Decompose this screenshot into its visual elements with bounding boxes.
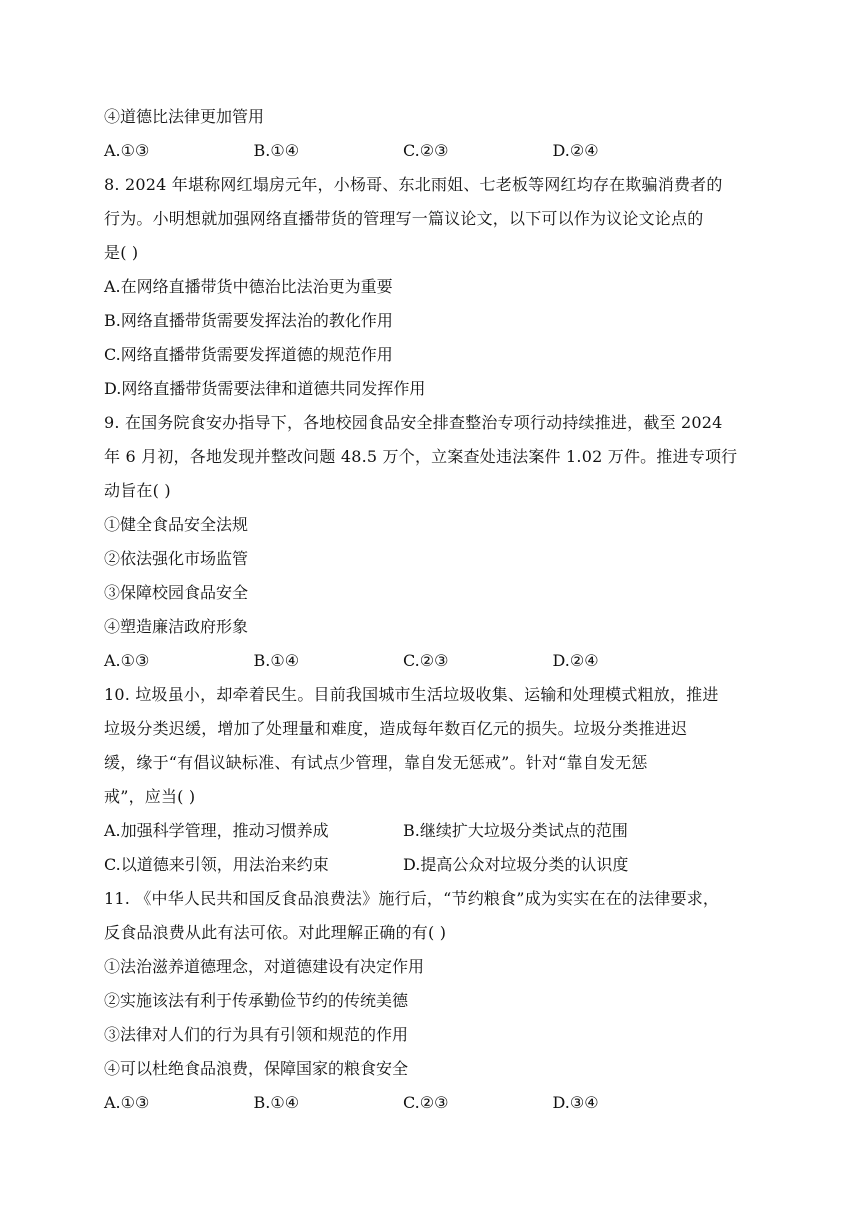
q9-options xyxy=(104,644,764,678)
q10-stem-line-2: 垃圾分类迟缓，增加了处理量和难度，造成每年数百亿元的损失。垃圾分类推进迟 xyxy=(104,719,688,738)
q11-option-c[interactable]: C.②③ xyxy=(403,1093,449,1112)
q11-option-d[interactable]: D.③④ xyxy=(552,1093,599,1112)
q8-option-c[interactable]: C.网络直播带货需要发挥道德的规范作用 xyxy=(104,345,393,364)
q9-stem-line-1: 9. 在国务院食安办指导下，各地校园食品安全排查整治专项行动持续推进，截至 2024 xyxy=(104,413,723,432)
q10-option-d[interactable]: D.提高公众对垃圾分类的认识度 xyxy=(403,855,629,874)
q8-option-d[interactable]: D.网络直播带货需要法律和道德共同发挥作用 xyxy=(104,379,426,398)
q8-stem-line-3: 是( ) xyxy=(104,243,139,262)
q10-stem-line-1: 10. 垃圾虽小，却牵着民生。目前我国城市生活垃圾收集、运输和处理模式粗放，推进 xyxy=(104,685,719,704)
q8-option-b[interactable]: B.网络直播带货需要发挥法治的教化作用 xyxy=(104,311,393,330)
q11-statement-3: ③法律对人们的行为具有引领和规范的作用 xyxy=(104,1025,409,1044)
q7-option-b[interactable]: B.①④ xyxy=(253,141,300,160)
q7-option-c[interactable]: C.②③ xyxy=(403,141,449,160)
q10-options-row-2 xyxy=(104,848,764,882)
q9-statement-1: ①健全食品安全法规 xyxy=(104,515,249,534)
q11-options xyxy=(104,1086,764,1120)
q8-stem-line-1: 8. 2024 年堪称网红塌房元年，小杨哥、东北雨姐、七老板等网红均存在欺骗消费者的 xyxy=(104,175,723,194)
q9-option-b[interactable]: B.①④ xyxy=(253,651,300,670)
q7-option-d[interactable]: D.②④ xyxy=(552,141,599,160)
q7-option-a[interactable]: A.①③ xyxy=(104,141,150,160)
q11-option-a[interactable]: A.①③ xyxy=(104,1093,150,1112)
q11-option-b[interactable]: B.①④ xyxy=(253,1093,300,1112)
q10-option-a[interactable]: A.加强科学管理，推动习惯养成 xyxy=(104,821,329,840)
q10-stem-line-3: 缓，缘于“有倡议缺标准、有试点少管理，靠自发无惩戒”。针对“靠自发无惩 xyxy=(104,753,648,772)
q9-stem-line-2: 年 6 月初，各地发现并整改问题 48.5 万个，立案查处违法案件 1.02 万件。推进专项行 xyxy=(104,447,738,466)
q11-stem-line-2: 反食品浪费从此有法可依。对此理解正确的有( ) xyxy=(104,923,447,942)
q9-statement-2: ②依法强化市场监管 xyxy=(104,549,249,568)
q11-statement-1: ①法治滋养道德理念，对道德建设有决定作用 xyxy=(104,957,425,976)
q7-options xyxy=(104,134,764,168)
q10-option-b[interactable]: B.继续扩大垃圾分类试点的范围 xyxy=(403,821,628,840)
q7-statement-4: ④道德比法律更加管用 xyxy=(104,107,265,126)
q9-option-a[interactable]: A.①③ xyxy=(104,651,150,670)
q11-statement-2: ②实施该法有利于传承勤俭节约的传统美德 xyxy=(104,991,409,1010)
q10-options-row-1 xyxy=(104,814,764,848)
q11-stem-line-1: 11. 《中华人民共和国反食品浪费法》施行后，“节约粮食”成为实实在在的法律要求， xyxy=(104,889,720,908)
q9-statement-4: ④塑造廉洁政府形象 xyxy=(104,617,249,636)
exam-page xyxy=(104,100,764,1120)
q9-option-c[interactable]: C.②③ xyxy=(403,651,449,670)
q8-option-a[interactable]: A.在网络直播带货中德治比法治更为重要 xyxy=(104,277,393,296)
q10-option-c[interactable]: C.以道德来引领，用法治来约束 xyxy=(104,855,329,874)
q11-statement-4: ④可以杜绝食品浪费，保障国家的粮食安全 xyxy=(104,1059,409,1078)
q9-stem-line-3: 动旨在( ) xyxy=(104,481,171,500)
q9-statement-3: ③保障校园食品安全 xyxy=(104,583,249,602)
q10-stem-line-4: 戒”，应当( ) xyxy=(104,787,196,806)
q8-stem-line-2: 行为。小明想就加强网络直播带货的管理写一篇议论文，以下可以作为议论文论点的 xyxy=(104,209,704,228)
q9-option-d[interactable]: D.②④ xyxy=(552,651,599,670)
